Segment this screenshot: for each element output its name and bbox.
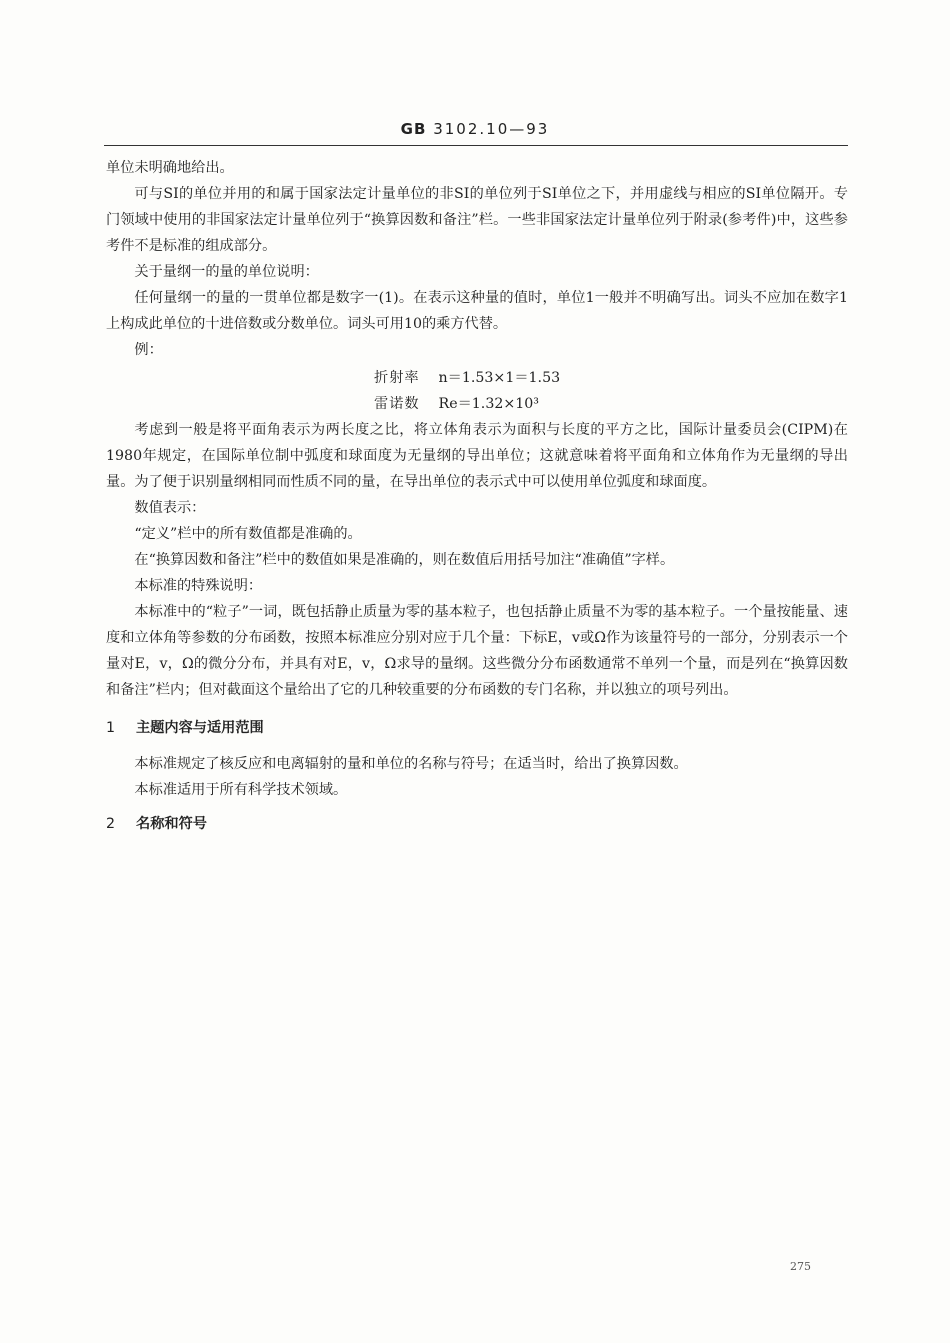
header-rule xyxy=(104,145,848,146)
example-label: 折射率 xyxy=(374,370,420,386)
example-refractive-index xyxy=(374,365,848,391)
page-content xyxy=(106,155,848,837)
section-1-body-1: 本标准规定了核反应和电离辐射的量和单位的名称与符号；在适当时，给出了换算因数。 xyxy=(134,756,688,772)
section-1-heading xyxy=(106,715,848,741)
example-expression: n＝1.53×1＝1.53 xyxy=(438,370,561,386)
paragraph-5: 例： xyxy=(134,342,163,358)
paragraph-10: 本标准的特殊说明： xyxy=(134,578,263,594)
section-title: 名称和符号 xyxy=(136,816,207,832)
example-label: 雷诺数 xyxy=(374,396,420,412)
section-title: 主题内容与适用范围 xyxy=(136,720,264,736)
example-formulas xyxy=(106,365,848,417)
paragraph-3: 关于量纲一的量的单位说明： xyxy=(134,264,319,280)
section-number: 2 xyxy=(106,816,116,832)
standard-number: 3102.10—93 xyxy=(433,120,550,138)
paragraph-8: “定义”栏中的所有数值都是准确的。 xyxy=(134,526,362,542)
section-1-body-2: 本标准适用于所有科学技术领域。 xyxy=(134,782,348,798)
section-2-heading xyxy=(106,811,848,837)
page-number: 275 xyxy=(790,1260,811,1273)
example-expression: Re＝1.32×10³ xyxy=(438,396,539,412)
page-header xyxy=(0,120,950,138)
paragraph-6: 考虑到一般是将平面角表示为两长度之比，将立体角表示为面积与长度的平方之比，国际计量委员会(CIPM)在1980年规定，在国际单位制中弧度和球面度为无量纲的导出单位；这就意味着将平面角和立体角作为无量纲的导出量。为了便于识别量纲相同而性质不同的量，在导出单位的表示式中可以使用单位弧度和球面度。 xyxy=(106,422,848,490)
paragraph-9: 在“换算因数和备注”栏中的数值如果是准确的，则在数值后用括号加注“准确值”字样。 xyxy=(134,552,675,568)
standard-prefix: GB xyxy=(400,120,427,138)
paragraph-1: 单位未明确地给出。 xyxy=(106,160,234,176)
paragraph-7: 数值表示： xyxy=(134,500,206,516)
paragraph-4: 任何量纲一的量的一贯单位都是数字一(1)。在表示这种量的值时，单位1一般并不明确写出。词头不应加在数字1上构成此单位的十进倍数或分数单位。词头可用10的乘方代替。 xyxy=(106,290,848,332)
paragraph-2: 可与SI的单位并用的和属于国家法定计量单位的非SI的单位列于SI单位之下，并用虚线与相应的SI单位隔开。专门领域中使用的非国家法定计量单位列于“换算因数和备注”栏。一些非国家法定计量单位列于附录(参考件)中，这些参考件不是标准的组成部分。 xyxy=(106,186,848,254)
paragraph-11: 本标准中的“粒子”一词，既包括静止质量为零的基本粒子，也包括静止质量不为零的基本粒子。一个量按能量、速度和立体角等参数的分布函数，按照本标准应分别对应于几个量：下标E，v或Ω作为该量符号的一部分，分别表示一个量对E，v，Ω的微分分布，并具有对E，v，Ω求导的量纲。这些微分分布函数通常不单列一个量，而是列在“换算因数和备注”栏内；但对截面这个量给出了它的几种较重要的分布函数的专门名称，并以独立的项号列出。 xyxy=(106,604,848,698)
example-reynolds-number xyxy=(374,391,848,417)
section-number: 1 xyxy=(106,720,116,736)
